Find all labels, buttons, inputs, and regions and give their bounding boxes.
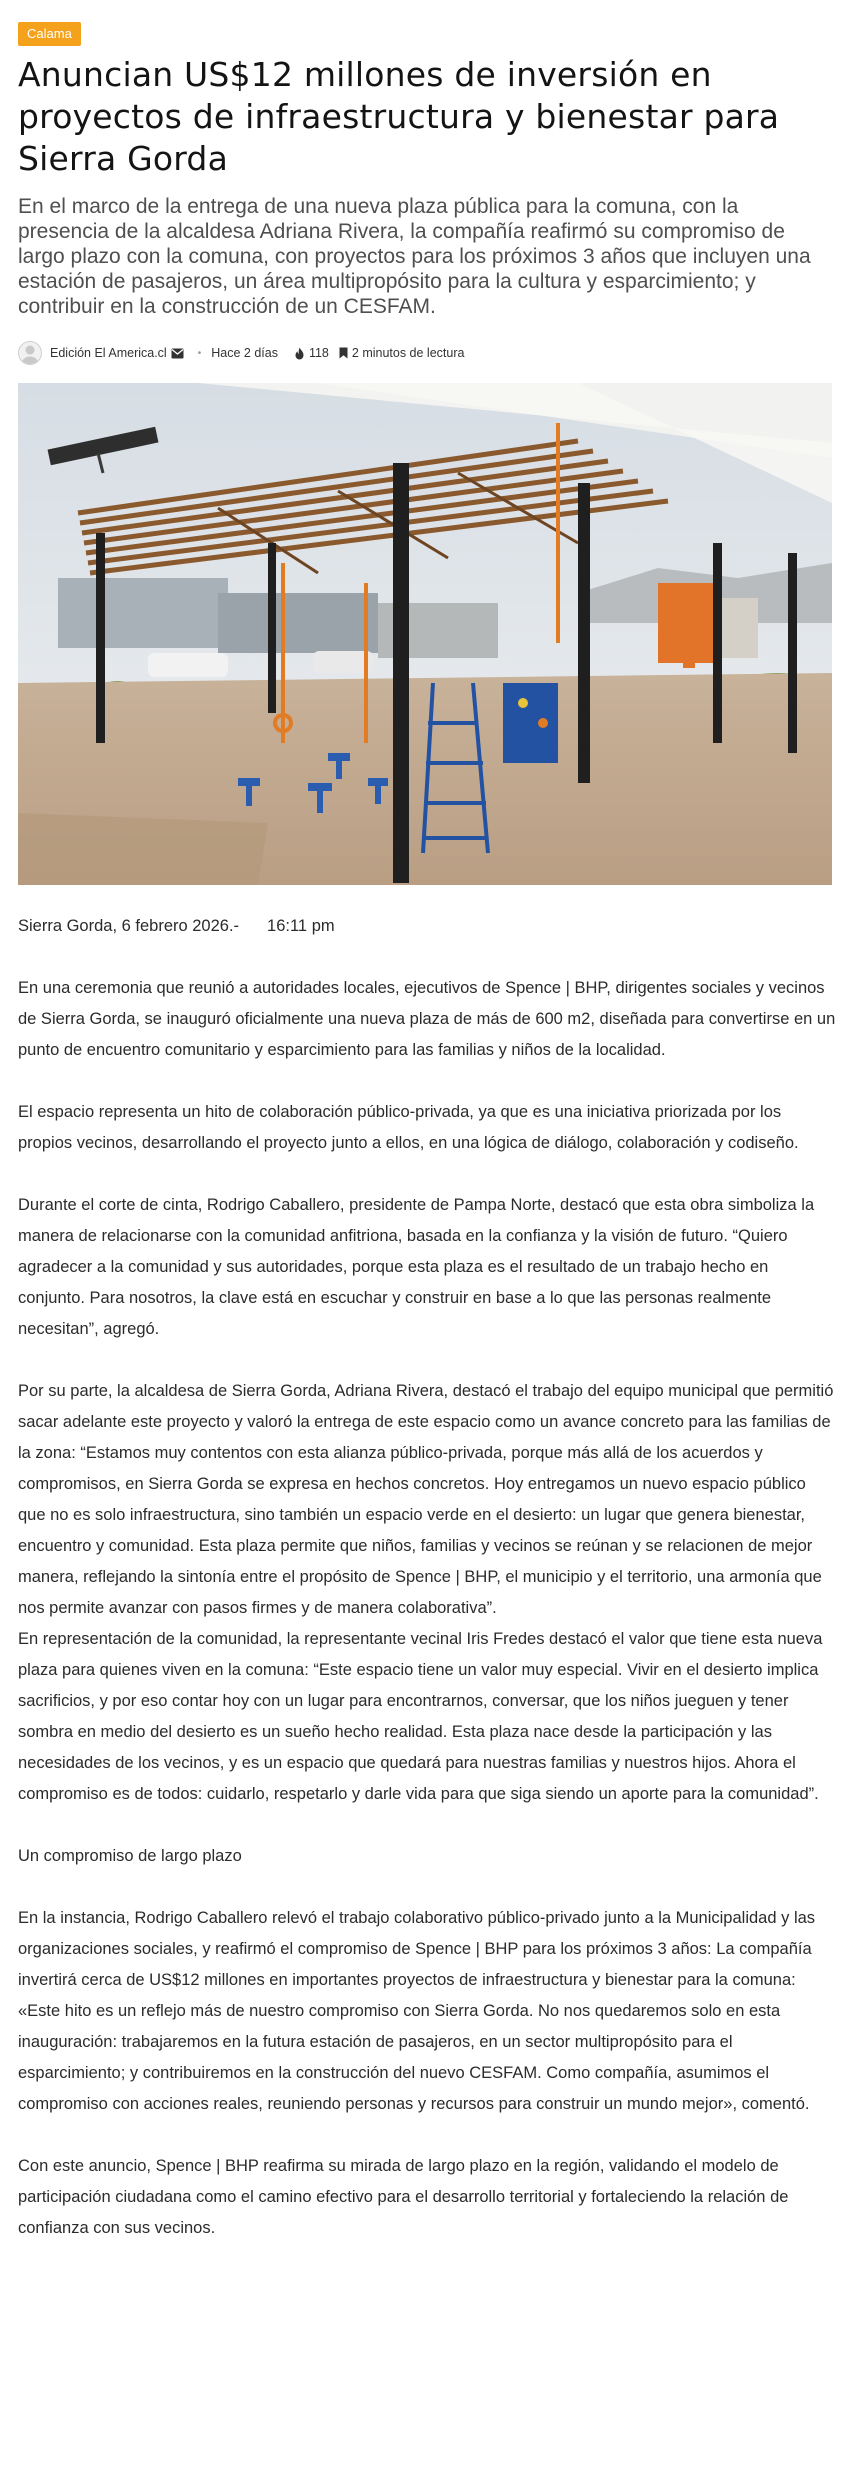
article-lead: En el marco de la entrega de una nueva plaza pública para la comuna, con la presencia de la alcaldesa Adriana Rivera, la compañía reafirmó su compromiso de largo plazo con la comuna, con proyectos para los próximos 3 años que incluyen una estación de pasajeros, un área multipropósito para la cultura y esparcimiento; y contribuir en la construcción de un CESFAM. bbox=[18, 195, 811, 318]
paragraph: Con este anuncio, Spence | BHP reafirma su mirada de largo plazo en la región, validando el modelo de participación ciudadana como el camino efectivo para el desarrollo territorial y fortaleciendo la relación de confianza con sus vecinos. bbox=[18, 2157, 789, 2237]
hero-image bbox=[18, 383, 832, 885]
view-count: 118 bbox=[308, 346, 329, 360]
paragraph: Por su parte, la alcaldesa de Sierra Gorda, Adriana Rivera, destacó el trabajo del equipo municipal que permitió sacar adelante este proyecto y valoró la entrega de este espacio como un avance concreto para las familias de la zona: “Estamos muy contentos con esta alianza público-privada, porque más allá de los acuerdos y compromisos, en Sierra Gorda se expresa en hechos concretos. Hoy entregamos un nuevo espacio público que no es solo infraestructura, sino también un espacio verde en el desierto: un lugar que genera bienestar, encuentro y comunidad. Esta plaza permite que niños, familias y vecinos se reúnan y se relacionen de mejor manera, reflejando la sintonía entre el propósito de Spence | BHP, el municipio y el territorio, una armonía que nos permite avanzar con pasos firmes y de manera colaborativa”. bbox=[18, 1382, 834, 1617]
dateline-place-date: Sierra Gorda, 6 febrero 2026.- bbox=[18, 917, 240, 935]
article-title: Anuncian US$12 millones de inversión en proyectos de infraestructura y bienestar para Sierra Gorda bbox=[18, 55, 780, 178]
dateline-time: 16:11 pm bbox=[267, 917, 335, 935]
article-meta bbox=[18, 341, 832, 365]
reading-time: 2 minutos de lectura bbox=[351, 346, 465, 360]
paragraph: Durante el corte de cinta, Rodrigo Caballero, presidente de Pampa Norte, destacó que esta obra simboliza la manera de relacionarse con la comunidad anfitriona, basada en la confianza y la visión de futuro. “Quiero agradecer a la comunidad y sus autoridades, porque esta plaza es el resultado de un trabajo hecho en conjunto. Para nosotros, la clave está en escuchar y construir en base a lo que las personas realmente necesitan”, agregó. bbox=[18, 1196, 815, 1338]
dateline bbox=[18, 911, 836, 942]
article-body bbox=[18, 911, 836, 2244]
mail-icon[interactable] bbox=[171, 348, 184, 359]
paragraph: En la instancia, Rodrigo Caballero relevó el trabajo colaborativo público-privado junto a la Municipalidad y las organizaciones sociales, y reafirmó el compromiso de Spence | BHP para los próximos 3 años: La compañía invertirá cerca de US$12 millones en importantes proyectos de infraestructura y bienestar para la comuna: «Este hito es un reflejo más de nuestro compromiso con Sierra Gorda. No nos quedaremos solo en esta inauguración: trabajaremos en la futura estación de pasajeros, en un sector multipropósito para el esparcimiento; y contribuiremos en la construcción del nuevo CESFAM. Como compañía, asumimos el compromiso con acciones reales, reuniendo personas y recursos para construir un mundo mejor», comentó. bbox=[18, 1909, 816, 2113]
author-name[interactable]: Edición El America.cl bbox=[50, 346, 167, 360]
meta-separator: • bbox=[197, 347, 202, 359]
paragraph: El espacio representa un hito de colaboración público-privada, ya que es una iniciativa priorizada por los propios vecinos, desarrollando el proyecto junto a ellos, en una lógica de diálogo, colaboración y codiseño. bbox=[18, 1103, 799, 1152]
section-subheading: Un compromiso de largo plazo bbox=[18, 1847, 242, 1865]
time-ago: Hace 2 días bbox=[211, 346, 278, 360]
bookmark-icon bbox=[339, 347, 348, 359]
paragraph: En representación de la comunidad, la representante vecinal Iris Fredes destacó el valor que tiene esta nueva plaza para quienes viven en la comuna: “Este espacio tiene un valor muy especial. Vivir en el desierto implica sacrificios, y por eso contar hoy con un lugar para encontrarnos, conversar, que los niños jueguen y tener sombra en medio del desierto es un sueño hecho realidad. Esta plaza nace desde la participación y las necesidades de los vecinos, y es un espacio que quedará para nuestras familias y nuestros hijos. Ahora el compromiso es de todos: cuidarlo, respetarlo y darle vida para que siga siendo un aporte para la comunidad”. bbox=[18, 1630, 823, 1803]
category-badge[interactable]: Calama bbox=[18, 22, 81, 46]
paragraph: En una ceremonia que reunió a autoridades locales, ejecutivos de Spence | BHP, dirigentes sociales y vecinos de Sierra Gorda, se inauguró oficialmente una nueva plaza de más de 600 m2, diseñada para convertirse en un punto de encuentro comunitario y esparcimiento para las familias y niños de la localidad. bbox=[18, 979, 836, 1059]
flame-icon bbox=[294, 347, 305, 360]
user-avatar-icon[interactable] bbox=[18, 341, 42, 365]
